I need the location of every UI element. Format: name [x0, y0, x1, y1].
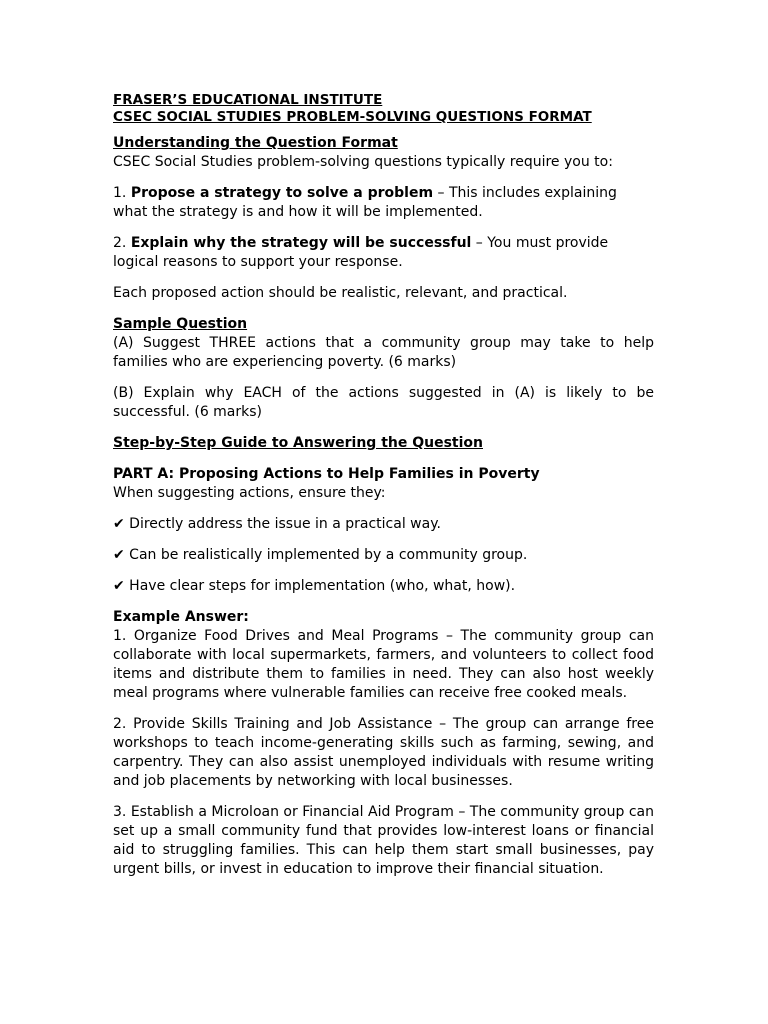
sample-question-a: (A) Suggest THREE actions that a community group may take to help families who are experiencing poverty. (6 marks) — [113, 335, 654, 370]
understanding-intro: CSEC Social Studies problem-solving questions typically require you to: — [113, 154, 613, 170]
part-a-intro: When suggesting actions, ensure they: — [113, 485, 386, 501]
sample-question-b: (B) Explain why EACH of the actions suggested in (A) is likely to be successful. (6 marks) — [113, 385, 654, 420]
document-title: CSEC SOCIAL STUDIES PROBLEM-SOLVING QUESTIONS FORMAT — [113, 109, 592, 125]
document-page — [113, 92, 654, 879]
example-answer-heading: Example Answer: — [113, 609, 249, 625]
requirement-item-1-number: 1. — [113, 185, 131, 201]
sample-question-heading: Sample Question — [113, 316, 248, 332]
check-item-3: ✔ Have clear steps for implementation (who, what, how). — [113, 578, 516, 594]
check-item-2: ✔ Can be realistically implemented by a community group. — [113, 547, 528, 563]
guide-heading: Step-by-Step Guide to Answering the Question — [113, 435, 483, 451]
understanding-closing: Each proposed action should be realistic, relevant, and practical. — [113, 285, 568, 301]
institute-title: FRASER’S EDUCATIONAL INSTITUTE — [113, 92, 383, 108]
example-answer-1: 1. Organize Food Drives and Meal Programs – The community group can collaborate with local supermarkets, farmers, and volunteers to collect food items and distribute them to families in need. They can also host weekly meal programs where vulnerable families can receive free cooked meals. — [113, 628, 654, 701]
part-a-heading: PART A: Proposing Actions to Help Families in Poverty — [113, 466, 540, 482]
understanding-heading: Understanding the Question Format — [113, 135, 398, 151]
requirement-item-2-bold: Explain why the strategy will be successful — [130, 235, 472, 251]
requirement-item-1 — [113, 184, 654, 222]
example-answer-3: 3. Establish a Microloan or Financial Aid Program – The community group can set up a small community fund that provides low-interest loans or financial aid to struggling families. This can help them start small businesses, pay urgent bills, or invest in education to improve their financial situation. — [113, 804, 654, 877]
requirement-item-1-bold: Propose a strategy to solve a problem — [130, 185, 434, 201]
example-answer-2: 2. Provide Skills Training and Job Assistance – The group can arrange free workshops to teach income-generating skills such as farming, sewing, and carpentry. They can also assist unemployed individuals with resume writing and job placements by networking with local businesses. — [113, 716, 654, 789]
check-item-1: ✔ Directly address the issue in a practical way. — [113, 516, 441, 532]
requirement-item-2-text: – You must provide logical reasons to support your response. — [113, 235, 609, 270]
requirement-item-2 — [113, 234, 654, 272]
requirement-item-1-text: – This includes explaining what the strategy is and how it will be implemented. — [113, 185, 617, 220]
requirement-item-2-number: 2. — [113, 235, 131, 251]
